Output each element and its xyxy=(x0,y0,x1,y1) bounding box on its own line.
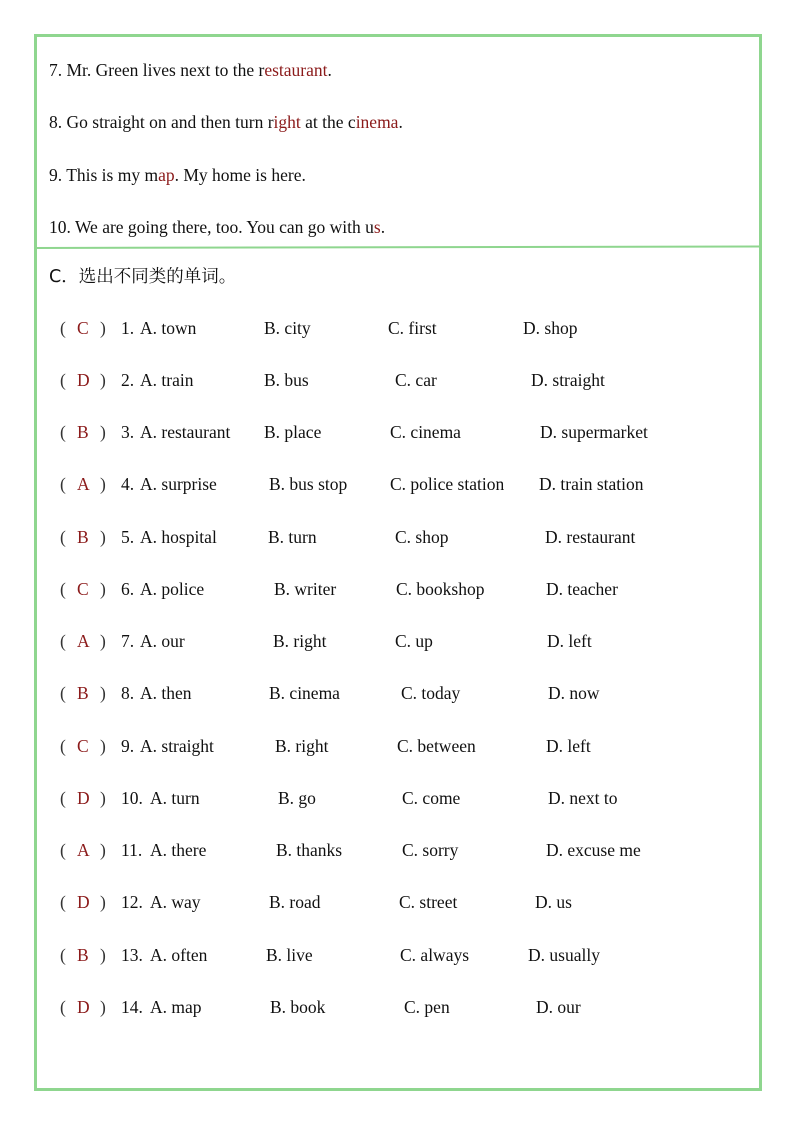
option-d: D. teacher xyxy=(546,579,618,599)
open-paren: ( xyxy=(60,422,66,442)
option-d: D. shop xyxy=(523,318,578,338)
close-paren: ) xyxy=(100,631,106,651)
question-number: 9. xyxy=(121,736,135,756)
option-d: D. straight xyxy=(531,370,605,390)
answer-letter: D xyxy=(77,370,90,390)
option-a: A. surprise xyxy=(140,474,217,494)
open-paren: ( xyxy=(60,631,66,651)
close-paren: ) xyxy=(100,840,106,860)
option-a: A. our xyxy=(140,631,185,651)
option-a: A. hospital xyxy=(140,527,217,547)
question-row xyxy=(0,474,794,498)
open-paren: ( xyxy=(60,997,66,1017)
question-row xyxy=(0,736,794,760)
close-paren: ) xyxy=(100,318,106,338)
sentence-text: This is my m xyxy=(66,165,159,185)
option-c: C. police station xyxy=(390,474,505,494)
question-number: 6. xyxy=(121,579,135,599)
question-number: 14. xyxy=(121,997,143,1017)
sentence-number: 9. xyxy=(49,165,63,185)
question-row xyxy=(0,370,794,394)
open-paren: ( xyxy=(60,736,66,756)
question-number: 7. xyxy=(121,631,135,651)
option-a: A. there xyxy=(150,840,207,860)
answer-letter: B xyxy=(77,683,89,703)
close-paren: ) xyxy=(100,892,106,912)
open-paren: ( xyxy=(60,370,66,390)
option-d: D. next to xyxy=(548,788,618,808)
option-a: A. train xyxy=(140,370,194,390)
option-a: A. map xyxy=(150,997,202,1017)
option-d: D. left xyxy=(547,631,592,651)
question-number: 13. xyxy=(121,945,143,965)
close-paren: ) xyxy=(100,683,106,703)
sentence-text: Mr. Green lives next to the r xyxy=(66,60,265,80)
question-row xyxy=(0,631,794,655)
close-paren: ) xyxy=(100,422,106,442)
question-row xyxy=(0,892,794,916)
option-b: B. road xyxy=(269,892,321,912)
option-b: B. right xyxy=(273,631,327,651)
option-b: B. bus xyxy=(264,370,309,390)
option-b: B. writer xyxy=(274,579,337,599)
filled-answer: ap xyxy=(158,165,175,185)
question-row xyxy=(0,840,794,864)
question-number: 3. xyxy=(121,422,135,442)
filled-answer: s xyxy=(373,217,381,237)
answer-letter: B xyxy=(77,422,89,442)
answer-letter: C xyxy=(77,579,89,599)
close-paren: ) xyxy=(100,370,106,390)
question-row xyxy=(0,997,794,1021)
close-paren: ) xyxy=(100,945,106,965)
option-b: B. cinema xyxy=(269,683,340,703)
filled-answer: estaurant xyxy=(264,60,328,80)
option-b: B. thanks xyxy=(276,840,343,860)
option-b: B. city xyxy=(264,318,311,338)
option-c: C. pen xyxy=(404,997,450,1017)
option-c: C. shop xyxy=(395,527,449,547)
sentence-10 xyxy=(49,217,385,238)
option-b: B. live xyxy=(266,945,313,965)
option-d: D. usually xyxy=(528,945,600,965)
open-paren: ( xyxy=(60,788,66,808)
option-b: B. turn xyxy=(268,527,317,547)
answer-letter: A xyxy=(77,840,90,860)
option-c: C. first xyxy=(388,318,437,338)
open-paren: ( xyxy=(60,683,66,703)
sentence-text: . xyxy=(398,112,403,132)
sentence-text: Go straight on and then turn r xyxy=(66,112,274,132)
sentence-9 xyxy=(49,165,306,186)
option-d: D. supermarket xyxy=(540,422,648,442)
option-c: C. up xyxy=(395,631,433,651)
sentence-8 xyxy=(49,112,403,133)
close-paren: ) xyxy=(100,579,106,599)
option-c: C. between xyxy=(397,736,476,756)
option-c: C. always xyxy=(400,945,470,965)
question-row xyxy=(0,527,794,551)
page-border xyxy=(34,34,762,1091)
answer-letter: D xyxy=(77,892,90,912)
question-row xyxy=(0,945,794,969)
option-a: A. restaurant xyxy=(140,422,231,442)
sentence-text: We are going there, too. You can go with u xyxy=(74,217,374,237)
sentence-text: . xyxy=(327,60,332,80)
section-title: C．选出不同类的单词。 xyxy=(49,267,237,287)
close-paren: ) xyxy=(100,736,106,756)
option-b: B. bus stop xyxy=(269,474,348,494)
option-c: C. today xyxy=(401,683,461,703)
sentence-7 xyxy=(49,60,332,81)
close-paren: ) xyxy=(100,527,106,547)
option-c: C. car xyxy=(395,370,437,390)
answer-letter: D xyxy=(77,788,90,808)
question-number: 8. xyxy=(121,683,135,703)
open-paren: ( xyxy=(60,945,66,965)
filled-answer: inema xyxy=(355,112,399,132)
question-number: 11. xyxy=(121,840,143,860)
option-d: D. left xyxy=(546,736,591,756)
option-d: D. now xyxy=(548,683,600,703)
sentence-number: 7. xyxy=(49,60,63,80)
open-paren: ( xyxy=(60,892,66,912)
open-paren: ( xyxy=(60,318,66,338)
option-c: C. street xyxy=(399,892,458,912)
sentence-text: at the c xyxy=(300,112,356,132)
option-b: B. go xyxy=(278,788,316,808)
close-paren: ) xyxy=(100,997,106,1017)
option-a: A. straight xyxy=(140,736,214,756)
open-paren: ( xyxy=(60,840,66,860)
open-paren: ( xyxy=(60,527,66,547)
question-number: 2. xyxy=(121,370,135,390)
sentence-text: . xyxy=(380,217,386,237)
answer-letter: B xyxy=(77,945,89,965)
close-paren: ) xyxy=(100,474,106,494)
answer-letter: C xyxy=(77,318,89,338)
question-row xyxy=(0,579,794,603)
sentence-number: 8. xyxy=(49,112,63,132)
option-a: A. way xyxy=(150,892,201,912)
option-b: B. place xyxy=(264,422,322,442)
question-number: 10. xyxy=(121,788,143,808)
open-paren: ( xyxy=(60,474,66,494)
answer-letter: A xyxy=(77,474,90,494)
open-paren: ( xyxy=(60,579,66,599)
question-number: 4. xyxy=(121,474,135,494)
option-c: C. come xyxy=(402,788,461,808)
filled-answer: ight xyxy=(273,112,301,132)
question-row xyxy=(0,318,794,342)
option-c: C. bookshop xyxy=(396,579,485,599)
question-number: 12. xyxy=(121,892,143,912)
option-d: D. train station xyxy=(539,474,644,494)
question-row xyxy=(0,788,794,812)
option-a: A. turn xyxy=(150,788,200,808)
option-c: C. sorry xyxy=(402,840,459,860)
option-a: A. often xyxy=(150,945,208,965)
question-row xyxy=(0,422,794,446)
close-paren: ) xyxy=(100,788,106,808)
option-b: B. right xyxy=(275,736,329,756)
option-d: D. our xyxy=(536,997,581,1017)
option-a: A. town xyxy=(140,318,197,338)
option-c: C. cinema xyxy=(390,422,461,442)
answer-letter: C xyxy=(77,736,89,756)
answer-letter: B xyxy=(77,527,89,547)
sentence-number: 10. xyxy=(49,217,71,237)
option-a: A. then xyxy=(140,683,192,703)
option-d: D. restaurant xyxy=(545,527,636,547)
question-number: 5. xyxy=(121,527,135,547)
option-d: D. excuse me xyxy=(546,840,641,860)
option-a: A. police xyxy=(140,579,205,599)
option-d: D. us xyxy=(535,892,572,912)
question-row xyxy=(0,683,794,707)
answer-letter: A xyxy=(77,631,90,651)
sentence-text: . My home is here. xyxy=(174,165,306,185)
option-b: B. book xyxy=(270,997,326,1017)
question-number: 1. xyxy=(121,318,135,338)
answer-letter: D xyxy=(77,997,90,1017)
